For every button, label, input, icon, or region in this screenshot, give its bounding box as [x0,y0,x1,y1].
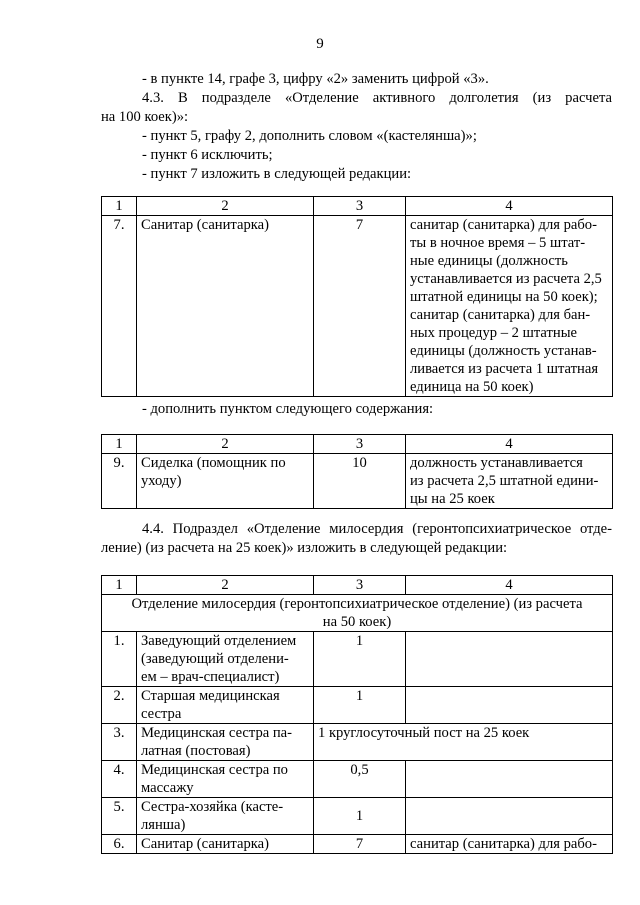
note-line: единицы (должность устанав- [410,343,597,359]
intro-line-1: - в пункте 14, графе 3, цифру «2» заменить цифрой «3». [142,71,489,87]
table-row [102,454,613,509]
header-col-3: 3 [314,435,406,454]
table-row [102,687,613,724]
para44-line-2: ление) (из расчета на 25 коек)» изложить в следующей редакции: [101,540,508,556]
header-col-3: 3 [314,197,406,216]
name-line: (заведующий отделени- [141,651,289,667]
section-title [102,595,613,632]
row-name: Санитар (санитарка) [137,216,314,397]
mid-line: - дополнить пунктом следующего содержания: [142,401,434,417]
header-col-2: 2 [137,197,314,216]
header-col-4: 4 [406,576,613,595]
paragraph-4-4 [101,520,612,558]
name-line: Заведующий отделением [141,633,297,649]
intro-line-2: 4.3. В подразделе «Отделение активного долголетия (из расчета [142,90,612,106]
note-line: санитар (санитарка) для рабо- [410,217,597,233]
note-line: устанавливается из расчета 2,5 [410,271,602,287]
row-quantity: 1 [314,798,406,835]
header-col-4: 4 [406,435,613,454]
name-line: сестра [141,706,182,722]
note-line: штатной единицы на 50 коек); [410,289,598,305]
note-line: должность устанавливается [410,455,583,471]
table-header-row [102,435,613,454]
table-header-row [102,576,613,595]
row-name [137,761,314,798]
name-line: Сестра-хозяйка (касте- [141,799,284,815]
name-line: Медицинская сестра па- [141,725,293,741]
note-line: единица на 50 коек) [410,379,534,395]
name-line: Старшая медицинская [141,688,280,704]
row-quantity: 10 [314,454,406,509]
row-name: Санитар (санитарка) [137,835,314,854]
table-row [102,216,613,397]
table-1 [101,196,613,397]
row-note [406,798,613,835]
header-col-2: 2 [137,435,314,454]
row-name [137,454,314,509]
table-row [102,798,613,835]
section-title-line: Отделение милосердия (геронтопсихиатрическое отделение) (из расчета [131,596,583,612]
row-name [137,687,314,724]
row-number: 9. [102,454,137,509]
note-line: ных процедур – 2 штатные [410,325,577,341]
row-note [406,687,613,724]
para44-line-1: 4.4. Подраздел «Отделение милосердия (геронтопсихиатрическое отде- [142,521,612,537]
row-quantity: 1 [314,687,406,724]
intro-line-6: - пункт 7 изложить в следующей редакции: [142,166,412,182]
section-title-line: на 50 коек) [322,614,392,630]
row-number: 6. [102,835,137,854]
table-3 [101,575,613,854]
table-row [102,761,613,798]
intro-line-5: - пункт 6 исключить; [142,147,273,163]
intro-block [101,70,612,184]
row-number: 3. [102,724,137,761]
row-note [406,632,613,687]
table-2 [101,434,613,509]
name-line: Медицинская сестра по [141,762,288,778]
header-col-1: 1 [102,435,137,454]
row-number: 2. [102,687,137,724]
table-row [102,724,613,761]
intro-line-3: на 100 коек)»: [101,109,189,125]
row-quantity: 0,5 [314,761,406,798]
row-merged-value: 1 круглосуточный пост на 25 коек [314,724,613,761]
note-line: из расчета 2,5 штатной едини- [410,473,599,489]
row-note [406,761,613,798]
name-line: уходу) [141,473,182,489]
row-quantity: 7 [314,835,406,854]
row-number: 4. [102,761,137,798]
row-note [406,454,613,509]
row-note [406,216,613,397]
row-quantity: 7 [314,216,406,397]
page-number: 9 [316,36,324,52]
row-name [137,724,314,761]
header-col-1: 1 [102,197,137,216]
table-header-row [102,197,613,216]
row-name [137,632,314,687]
row-name [137,798,314,835]
intro-line-4: - пункт 5, графу 2, дополнить словом «(кастелянша)»; [142,128,477,144]
note-line: ные единицы (должность [410,253,568,269]
row-number: 5. [102,798,137,835]
header-col-3: 3 [314,576,406,595]
header-col-1: 1 [102,576,137,595]
name-line: лянша) [141,817,186,833]
name-line: ем – врач-специалист) [141,669,280,685]
name-line: массажу [141,780,194,796]
row-number: 7. [102,216,137,397]
name-line: латная (постовая) [141,743,251,759]
note-line: цы на 25 коек [410,491,495,507]
note-line: ливается из расчета 1 штатная [410,361,599,377]
note-line: санитар (санитарка) для бан- [410,307,591,323]
table-row [102,632,613,687]
header-col-2: 2 [137,576,314,595]
row-note: санитар (санитарка) для рабо- [406,835,613,854]
header-col-4: 4 [406,197,613,216]
row-quantity: 1 [314,632,406,687]
table-row [102,835,613,854]
name-line: Сиделка (помощник по [141,455,286,471]
note-line: ты в ночное время – 5 штат- [410,235,586,251]
section-title-row [102,595,613,632]
row-number: 1. [102,632,137,687]
